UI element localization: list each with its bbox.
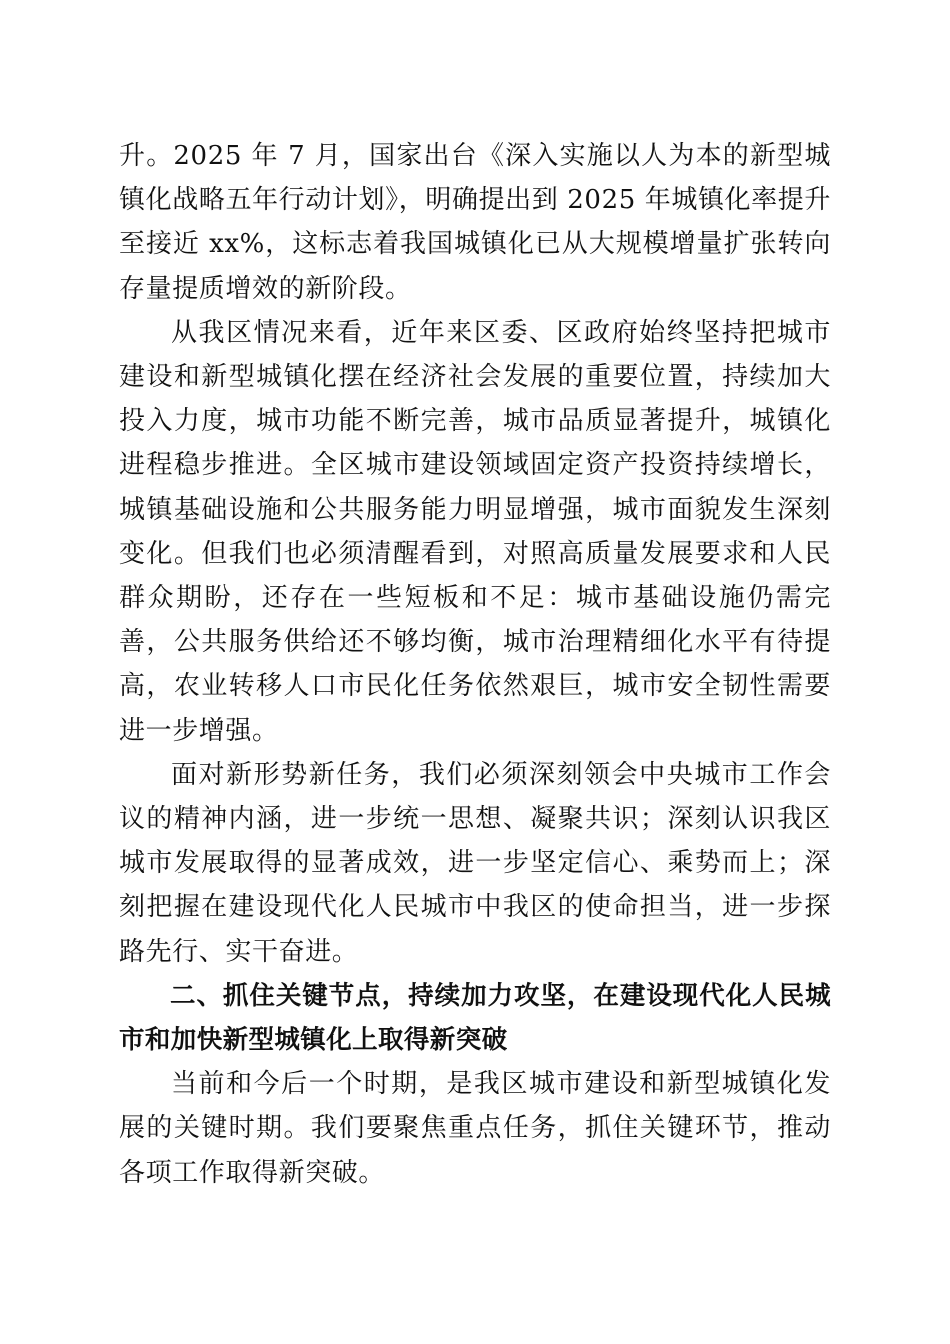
section-heading: 二、抓住关键节点，持续加力攻坚，在建设现代化人民城市和加快新型城镇化上取得新突破 (119, 980, 831, 1056)
paragraph-continuation: 升。2025 年 7 月，国家出台《深入实施以人为本的新型城镇化战略五年行动计划》，明确提出到 2025 年城镇化率提升至接近 xx%，这标志着我国城镇化已从大规模增量扩张转向存量提质增效的新阶段。 (119, 141, 831, 304)
paragraph-new-tasks: 面对新形势新任务，我们必须深刻领会中央城市工作会议的精神内涵，进一步统一思想、凝聚共识；深刻认识我区城市发展取得的显著成效，进一步坚定信心、乘势而上；深刻把握在建设现代化人民城市中我区的使命担当，进一步探路先行、实干奋进。 (119, 759, 831, 967)
paragraph-key-period: 当前和今后一个时期，是我区城市建设和新型城镇化发展的关键时期。我们要聚焦重点任务，抓住关键环节，推动各项工作取得新突破。 (119, 1069, 831, 1188)
document-body (119, 134, 831, 1195)
paragraph-district-situation: 从我区情况来看，近年来区委、区政府始终坚持把城市建设和新型城镇化摆在经济社会发展的重要位置，持续加大投入力度，城市功能不断完善，城市品质显著提升，城镇化进程稳步推进。全区城市建设领域固定资产投资持续增长，城镇基础设施和公共服务能力明显增强，城市面貌发生深刻变化。但我们也必须清醒看到，对照高质量发展要求和人民群众期盼，还存在一些短板和不足：城市基础设施仍需完善，公共服务供给还不够均衡，城市治理精细化水平有待提高，农业转移人口市民化任务依然艰巨，城市安全韧性需要进一步增强。 (119, 317, 831, 746)
